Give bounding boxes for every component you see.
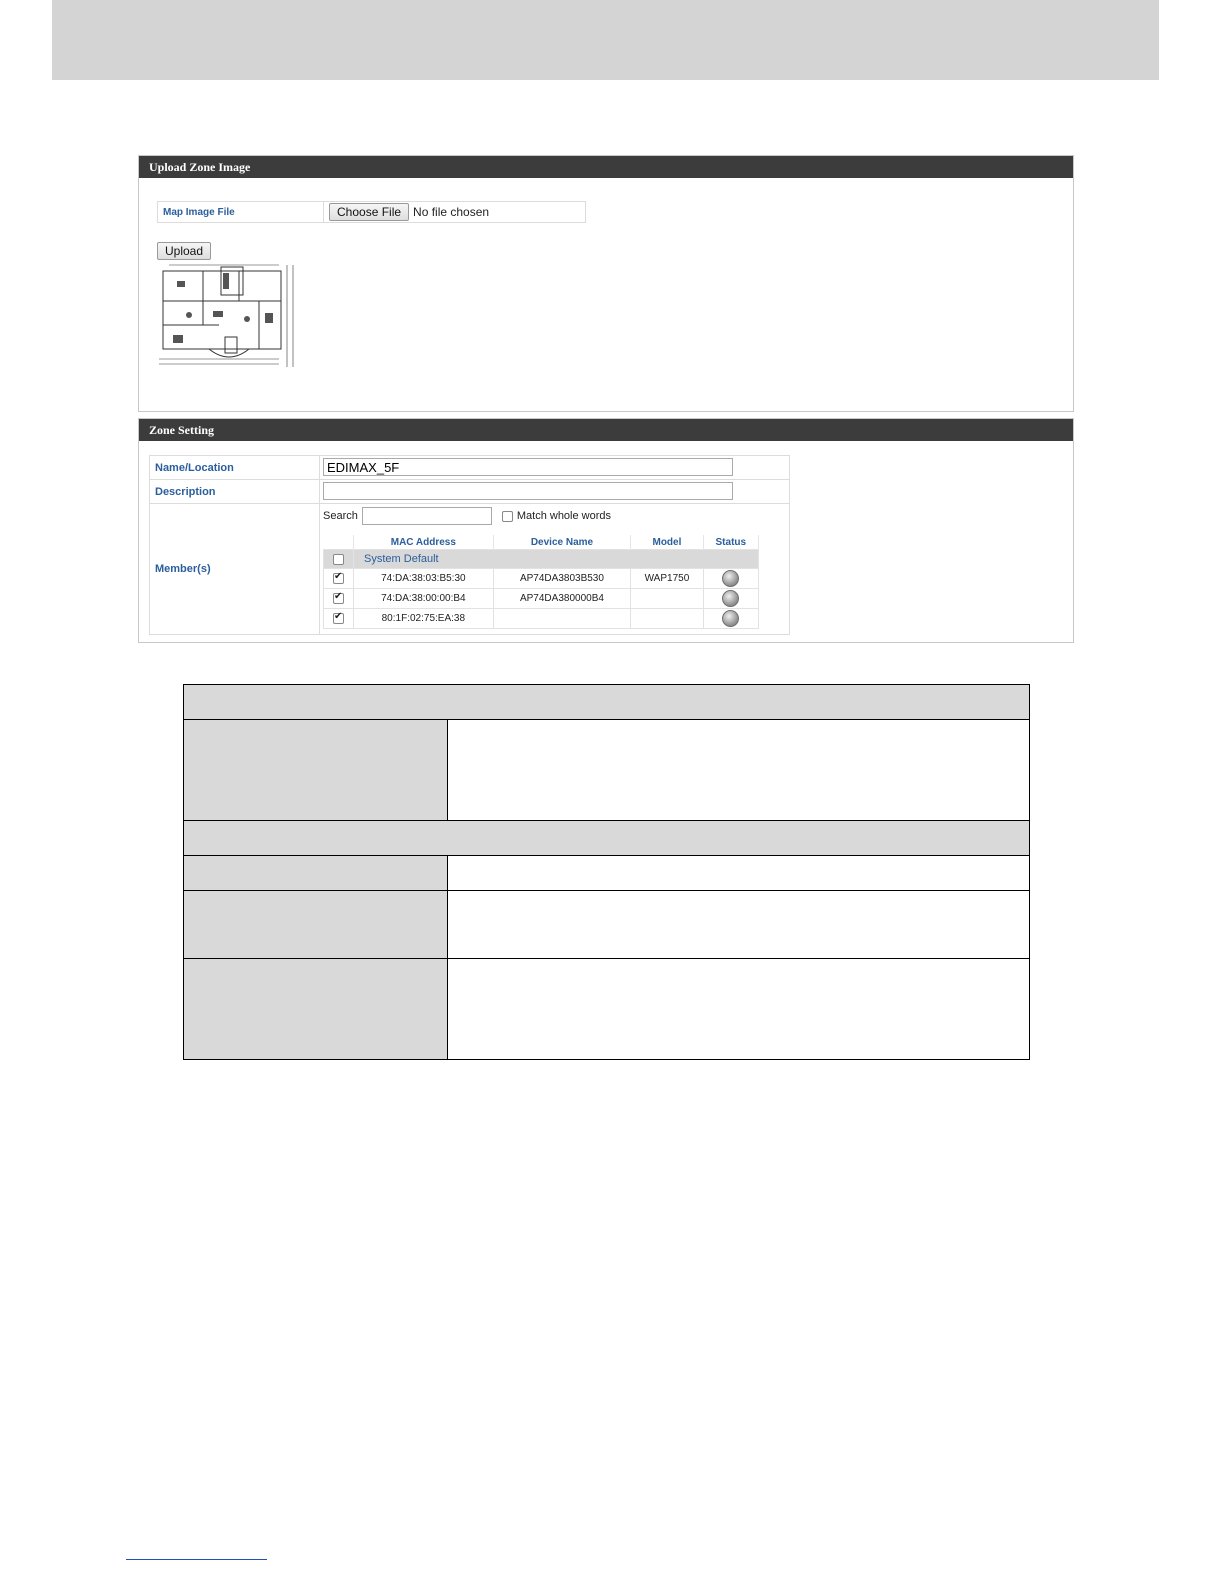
upload-zone-image-panel [138,155,1074,412]
upload-button[interactable]: Upload [157,242,211,260]
doc-row [184,720,1029,821]
page-header-band [52,0,1159,80]
doc-row [184,856,1029,891]
file-picker [324,202,489,222]
floor-plan-thumbnail [159,263,301,369]
doc-section-header-2 [184,821,1029,856]
row-checkbox[interactable] [333,593,344,604]
doc-row [184,959,1029,1059]
documentation-table [183,684,1030,1060]
search-input[interactable] [362,507,492,525]
mac-cell: 80:1F:02:75:EA:38 [354,609,494,629]
match-whole-words-checkbox[interactable] [502,511,513,522]
description-row [150,480,789,504]
column-header-model[interactable]: Model [631,535,703,550]
member-search-bar [323,505,786,527]
device-name-cell [493,609,631,629]
row-checkbox[interactable] [333,613,344,624]
members-table-header [324,535,759,550]
match-whole-words-option[interactable] [502,510,611,522]
choose-file-button[interactable]: Choose File [329,203,409,221]
device-name-cell: AP74DA380000B4 [493,589,631,609]
upload-panel-title: Upload Zone Image [139,156,1073,178]
zone-setting-panel [138,418,1074,643]
map-image-file-label: Map Image File [158,202,324,222]
group-label[interactable]: System Default [354,550,759,569]
members-label: Member(s) [150,504,320,634]
zone-panel-title: Zone Setting [139,419,1073,441]
name-location-row [150,456,789,480]
zone-settings-form [149,455,790,635]
mac-cell: 74:DA:38:03:B5:30 [354,569,494,589]
map-image-file-row [157,201,586,223]
members-table [323,535,759,629]
file-status-text: No file chosen [413,205,490,219]
name-location-input[interactable] [323,458,733,476]
description-label: Description [150,480,320,503]
column-header-device-name[interactable]: Device Name [493,535,631,550]
description-input[interactable] [323,482,733,500]
model-cell: WAP1750 [631,569,703,589]
group-checkbox[interactable] [333,554,344,565]
footnote-separator [126,1559,267,1560]
model-cell [631,589,703,609]
device-name-cell: AP74DA3803B530 [493,569,631,589]
table-row [324,609,759,629]
doc-row [184,891,1029,959]
doc-section-header-1 [184,685,1029,720]
row-checkbox[interactable] [333,573,344,584]
table-row [324,589,759,609]
name-location-label: Name/Location [150,456,320,479]
select-column-header [324,535,354,550]
members-row [150,504,789,634]
status-orb-icon [722,610,739,627]
match-whole-words-label: Match whole words [516,510,612,522]
table-row [324,569,759,589]
mac-cell: 74:DA:38:00:00:B4 [354,589,494,609]
model-cell [631,609,703,629]
group-row-system-default [324,550,759,569]
status-orb-icon [722,570,739,587]
search-label: Search [323,510,358,522]
status-orb-icon [722,590,739,607]
column-header-mac[interactable]: MAC Address [354,535,494,550]
column-header-status[interactable]: Status [703,535,758,550]
